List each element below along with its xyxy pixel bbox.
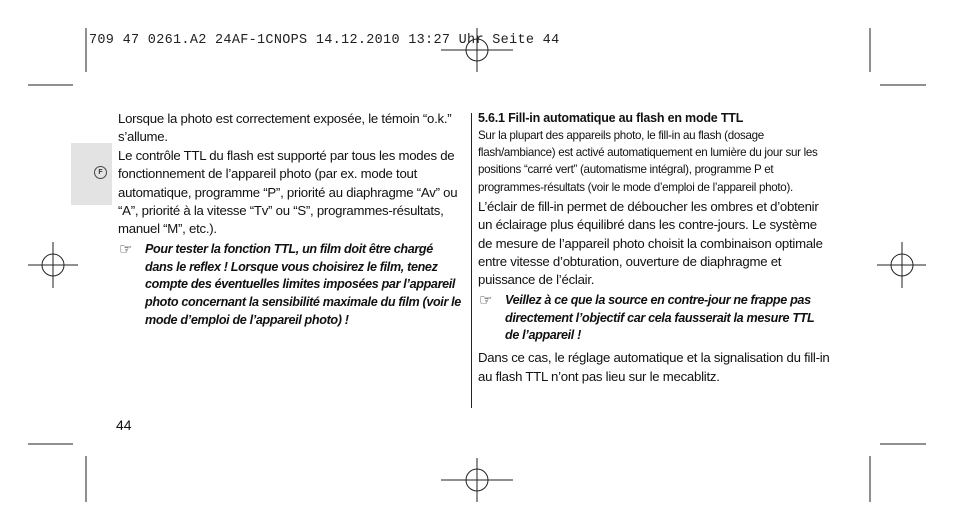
paragraph-fill-in-shadows: L’éclair de fill-in permet de déboucher les ombres et d’obtenir un éclairage plus équilibré dans les contre-jours. Le système de mesure de l’appareil photo choisit la combinaison optimale entre vitesse d’obturation, ouverture de diaphragme et puissance de l’éclair.: [478, 198, 823, 288]
page-number: 44: [116, 417, 132, 433]
right-column: [478, 110, 830, 386]
print-slug-line: 709 47 0261.A2 24AF-1CNOPS 14.12.2010 13:27 Uhr Seite 44: [89, 33, 560, 48]
column-divider: [471, 113, 472, 408]
note-film-loaded: [118, 241, 464, 330]
paragraph-fill-in-auto: Sur la plupart des appareils photo, le fill-in au flash (dosage flash/ambiance) est activé automatiquement en lumière du jour sur les positions “carré vert” (automatisme intégral), programme P et programmes-résultats (voir le mode d’emploi de l’appareil photo).: [478, 129, 818, 194]
crosshair-registration-mark-icon: [28, 242, 78, 288]
language-code-badge: F: [94, 166, 107, 179]
crosshair-registration-mark-icon: [877, 242, 926, 288]
crosshair-registration-mark-icon: [441, 458, 513, 502]
paragraph-ttl-modes: Le contrôle TTL du flash est supporté par tous les modes de fonctionnement de l’appareil photo (par ex. mode tout automatique, programme “P”, priorité au diaphragme “Av” ou “A”, priorité à la vitesse “Tv” ou “S”, programmes-résultats, manuel “M”, etc.).: [118, 147, 458, 237]
paragraph-exposure-indicator: Lorsque la photo est correctement exposée, le témoin “o.k.” s’allume.: [118, 111, 452, 145]
note-film-loaded-text: Pour tester la fonction TTL, un film doit être chargé dans le reflex ! Lorsque vous choisirez le film, tenez compte des éventuelles limites imposées par l’appareil photo concernant la sensibilité maximale du film (voir le mode d’emploi de l’appareil photo) !: [145, 241, 461, 328]
pointing-hand-icon: ☞: [479, 291, 493, 309]
left-column: [118, 110, 464, 330]
note-backlight: [478, 292, 830, 345]
note-backlight-text: Veillez à ce que la source en contre-jour ne frappe pas directement l’objectif car cela fausserait la mesure TTL de l’appareil !: [505, 292, 815, 343]
pointing-hand-icon: ☞: [119, 240, 133, 258]
paragraph-no-fill-in: Dans ce cas, le réglage automatique et la signalisation du fill-in au flash TTL n’ont pas lieu sur le mecablitz.: [478, 350, 830, 384]
section-heading: 5.6.1 Fill-in automatique au flash en mode TTL: [478, 111, 744, 125]
